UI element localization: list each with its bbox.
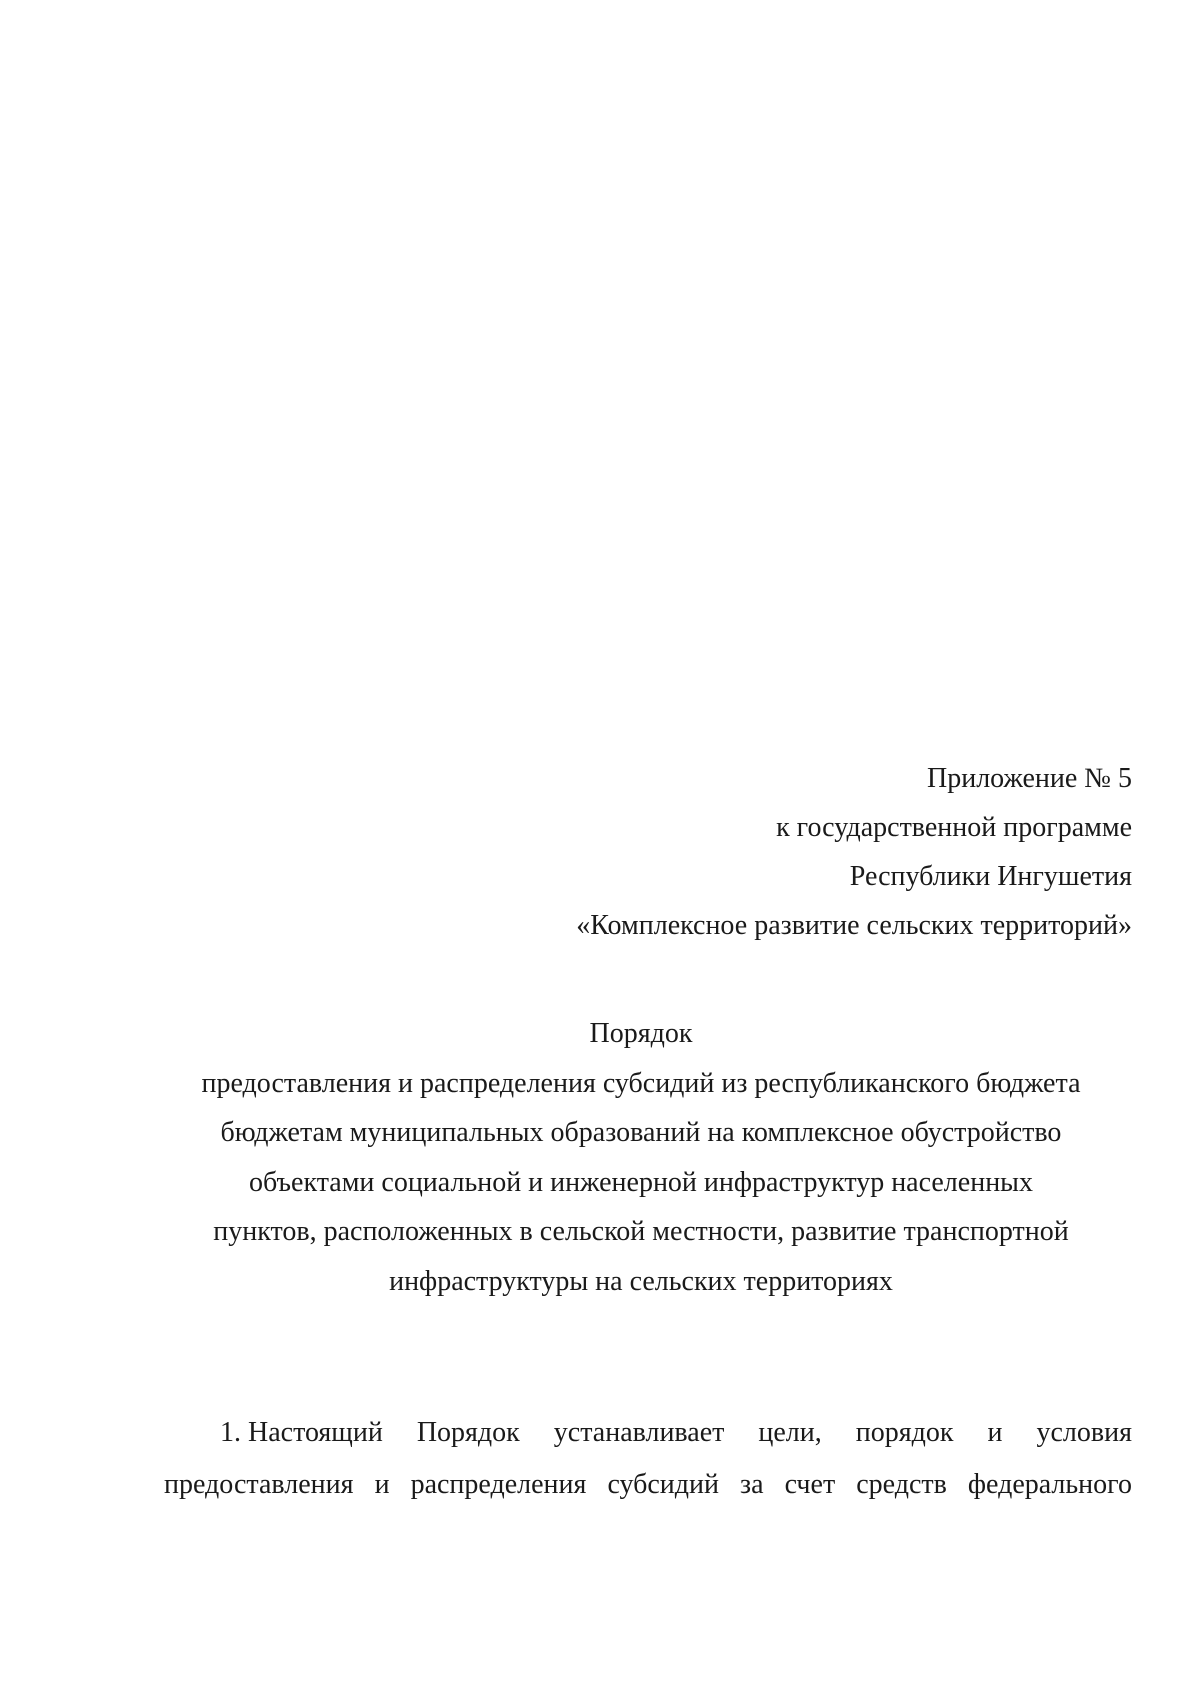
word: распределения — [410, 1469, 587, 1500]
word: 1. Настоящий — [220, 1417, 383, 1448]
word: цели, — [758, 1417, 822, 1448]
title-line-5: инфраструктуры на сельских территориях — [389, 1265, 893, 1297]
word: предоставления — [164, 1469, 354, 1500]
paragraph-1-line-2 — [164, 1459, 1132, 1511]
appendix-number: Приложение № 5 — [927, 763, 1132, 794]
title-heading: Порядок — [589, 1018, 693, 1049]
word: за — [740, 1469, 764, 1500]
word: и — [374, 1469, 390, 1500]
appendix-program-name: «Комплексное развитие сельских территорий» — [576, 910, 1132, 941]
paragraph-1 — [164, 1407, 1132, 1511]
appendix-program-ref: к государственной программе — [776, 812, 1132, 843]
word: условия — [1036, 1417, 1132, 1448]
appendix-republic: Республики Ингушетия — [849, 861, 1132, 892]
word: и — [987, 1417, 1003, 1448]
word: субсидий — [607, 1469, 719, 1500]
appendix-header — [432, 754, 1132, 950]
word: порядок — [855, 1417, 954, 1448]
word: Порядок — [416, 1417, 520, 1448]
title-line-2: бюджетам муниципальных образований на комплексное обустройство — [220, 1117, 1062, 1148]
word: устанавливает — [553, 1417, 725, 1448]
document-title — [150, 1009, 1132, 1306]
title-line-3: объектами социальной и инженерной инфраструктур населенных — [249, 1166, 1033, 1198]
title-line-1: предоставления и распределения субсидий из республиканского бюджета — [201, 1067, 1081, 1099]
title-line-4: пунктов, расположенных в сельской местности, развитие транспортной — [213, 1216, 1069, 1247]
word: средств — [856, 1469, 947, 1500]
paragraph-1-line-1 — [164, 1407, 1132, 1459]
word: федерального — [967, 1469, 1132, 1500]
word: счет — [784, 1469, 836, 1500]
